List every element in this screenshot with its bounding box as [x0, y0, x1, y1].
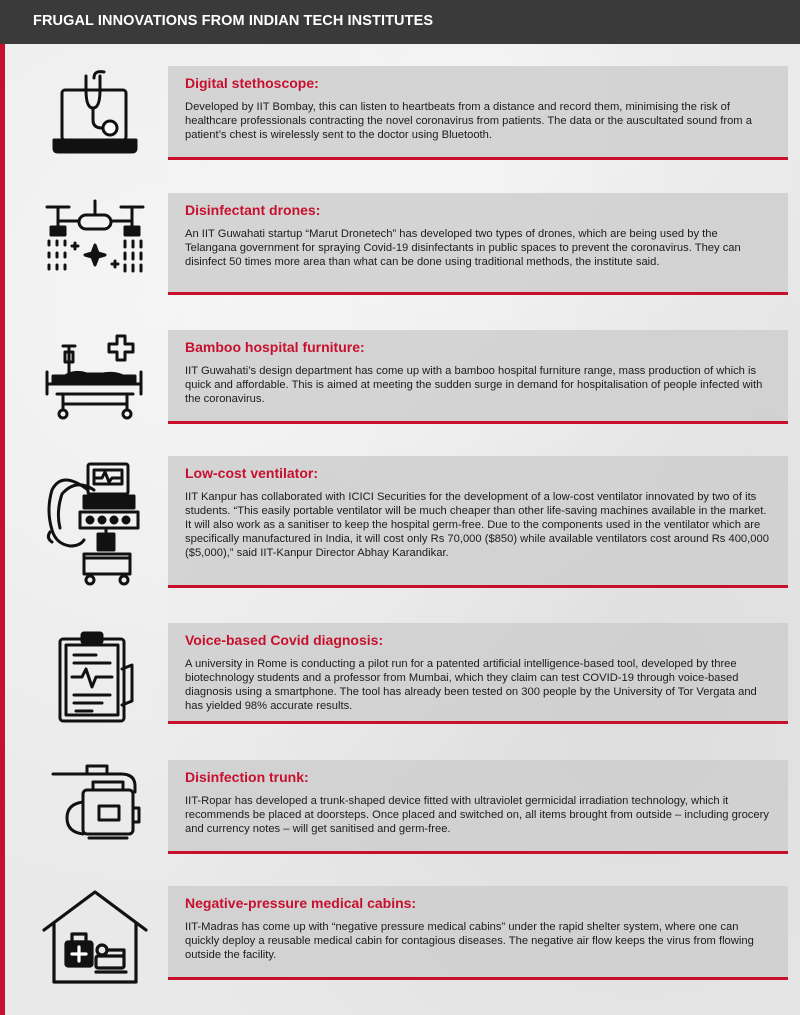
card-title: Digital stethoscope: — [185, 75, 319, 91]
card-body: IIT Kanpur has collaborated with ICICI Securities for the development of a low-cost ventilator innovated by two of its students. “This easily portable ventilator will be much cheaper than other life-saving machines available in the market. It will also work as a sanitiser to keep the hospital germ-free. Due to the components used in the ventilator which are specifically manufactured in India, it will cost only Rs 70,000 ($850) while available ventilators cost around Rs 400,000 ($5,000),” said IIT-Kanpur Director Abhay Karandikar. — [185, 491, 769, 559]
innovation-card — [168, 623, 788, 724]
card-title: Low-cost ventilator: — [185, 465, 319, 481]
card-body: IIT Guwahati’s design department has come up with a bamboo hospital furniture range, mass production of which is quick and affordable. This is aimed at meeting the sudden surge in demand for hospitalisation of people infected with the coronavirus. — [185, 365, 763, 405]
page-title: FRUGAL INNOVATIONS FROM INDIAN TECH INSTITUTES — [33, 13, 434, 29]
innovation-card — [168, 193, 788, 295]
hospital-bed-icon — [30, 332, 160, 422]
card-title: Bamboo hospital furniture: — [185, 339, 365, 355]
innovation-card — [168, 456, 788, 588]
innovation-card — [168, 886, 788, 980]
card-title: Voice-based Covid diagnosis: — [185, 632, 384, 648]
medical-cabin-icon — [30, 886, 160, 986]
card-title: Negative-pressure medical cabins: — [185, 895, 417, 911]
stethoscope-laptop-icon — [30, 68, 160, 156]
innovation-card — [168, 330, 788, 424]
card-body: An IIT Guwahati startup “Marut Dronetech” has developed two types of drones, which are being used by the Telangana government for spraying Covid-19 disinfectants in public spaces to prevent the coronavirus. They can disinfect 50 times more area than what can be done using traditional methods, the institute said. — [185, 228, 741, 268]
card-title: Disinfectant drones: — [185, 202, 321, 218]
uv-trunk-icon — [30, 762, 160, 844]
card-body: A university in Rome is conducting a pilot run for a patented artificial intelligence-based tool, developed by three biotechnology students and a professor from Mumbai, which they claim can test COVID-19 through voice-based diagnosis using a smartphone. The tool has already been tested on 300 people by the University of Tor Vergata and has yielded 98% accurate results. — [185, 658, 757, 712]
clipboard-diagnosis-icon — [30, 629, 160, 725]
innovation-card — [168, 66, 788, 160]
card-title: Disinfection trunk: — [185, 769, 309, 785]
card-body: Developed by IIT Bombay, this can listen to heartbeats from a distance and record them, minimising the risk of healthcare professionals contracting the novel coronavirus from patients. The data or the auscultated sound from a patient’s chest is wirelessly sent to the doctor using Bluetooth. — [185, 101, 752, 141]
page-header — [0, 0, 800, 44]
card-body: IIT-Madras has come up with “negative pressure medical cabins” under the rapid shelter system, where one can quickly deploy a reusable medical cabin for contagious diseases. The negative air flow keeps the virus from flowing outside the facility. — [185, 921, 754, 961]
innovation-card — [168, 760, 788, 854]
ventilator-icon — [30, 460, 160, 590]
card-body: IIT-Ropar has developed a trunk-shaped device fitted with ultraviolet germicidal irradiation technology, which it recommends be placed at doorsteps. Once placed and switched on, all items brought from outside – including grocery and currency notes – will get sanitised and germ-free. — [185, 795, 769, 835]
drone-spray-icon — [30, 197, 160, 281]
accent-bar — [0, 44, 5, 1015]
